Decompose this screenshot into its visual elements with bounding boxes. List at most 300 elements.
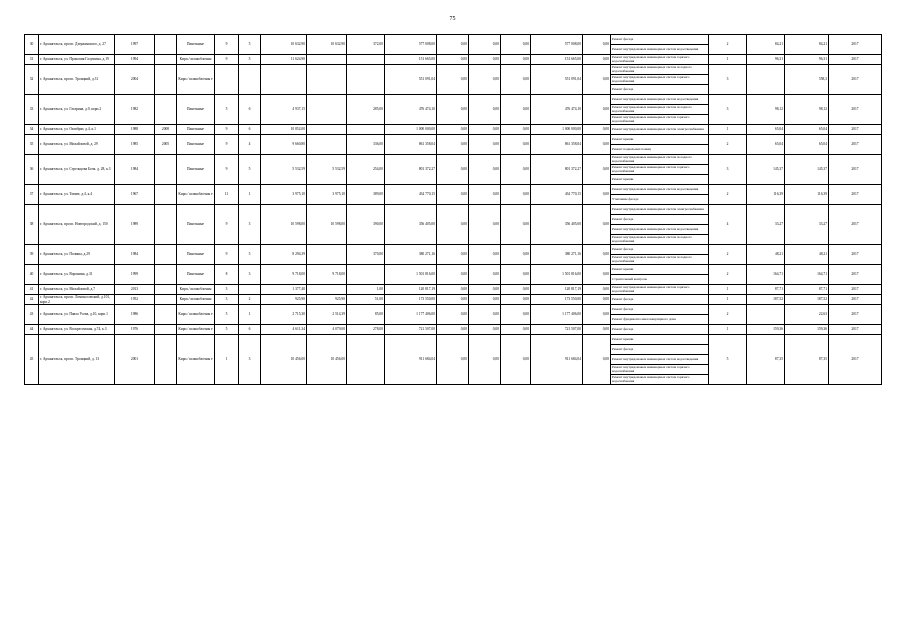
cell-wall-material: Панельные bbox=[177, 35, 215, 55]
cell-work-type: Ремонт фасада bbox=[611, 295, 709, 305]
cell-cost-total: 173 550,00 bbox=[385, 295, 437, 305]
cell-entrances: 6 bbox=[239, 125, 261, 135]
cell-entrances: 4 bbox=[239, 135, 261, 155]
cell-work-type: Ремонт крыши bbox=[611, 135, 709, 145]
cell-entrances: 6 bbox=[239, 95, 261, 125]
cell-number: 33 bbox=[25, 95, 39, 125]
cell-wall-material: Кирп./ шлакоблочны bbox=[177, 55, 215, 65]
cell-work-type: Ремонт фасада bbox=[611, 345, 709, 355]
cell-address: г. Архангельск, ул. Стрельцова Бочк. д. 28, к.3 bbox=[39, 155, 115, 185]
cell-entrances: 3 bbox=[239, 265, 261, 285]
cell-cost-local: 0,00 bbox=[501, 245, 531, 265]
cell-wall-material: Кирп./ шлакоблочны е bbox=[177, 185, 215, 205]
cell-work-count: 4 bbox=[709, 205, 747, 245]
document-table-container bbox=[24, 34, 881, 385]
cell-address: г. Архангельск, ул. Михайловой, д.7 bbox=[39, 285, 115, 295]
cell-living-area bbox=[307, 135, 347, 155]
cell-year: 1985 bbox=[115, 135, 155, 155]
cell-completion-year: 2017 bbox=[829, 135, 882, 155]
cell-completion-year: 2017 bbox=[829, 35, 882, 55]
cell-work-type: Ремонт внутридомовых инженерных систем горячего водоснабжения bbox=[611, 375, 709, 385]
cell-cost-regional: 0,00 bbox=[469, 325, 501, 335]
cell-max-unit-cost: 116,39 bbox=[785, 185, 829, 205]
cell-completion-year: 2017 bbox=[829, 285, 882, 295]
cell-year: 2001 bbox=[115, 335, 155, 385]
cell-cost-owners: 356 405,00 bbox=[531, 205, 583, 245]
cell-cost-total: 577 008,00 bbox=[385, 35, 437, 55]
cell-cost-owners: 476 474,10 bbox=[531, 95, 583, 125]
cell-cost-total: 721 507,00 bbox=[385, 325, 437, 335]
cell-floors: 5 bbox=[215, 305, 239, 325]
cell-year: 1982 bbox=[115, 95, 155, 125]
cell-cost-federal: 0,00 bbox=[437, 65, 469, 95]
cell-year-renovation bbox=[155, 245, 177, 265]
cell-max-unit-cost: 84,21 bbox=[785, 35, 829, 55]
cell-work-count: 5 bbox=[709, 335, 747, 385]
cell-floors: 9 bbox=[215, 205, 239, 245]
cell-completion-year: 2017 bbox=[829, 205, 882, 245]
cell-address: г. Архангельск, ул. Полины, д.29 bbox=[39, 245, 115, 265]
cell-year-renovation: 2008 bbox=[155, 125, 177, 135]
cell-address: г. Архангельск, ул. Прокопия Галушина, д.19 bbox=[39, 55, 115, 65]
cell-number: 45 bbox=[25, 335, 39, 385]
cell-work-type: Строительный контроль bbox=[611, 275, 709, 285]
cell-year-renovation bbox=[155, 335, 177, 385]
cell-living-area: 9 718,00 bbox=[307, 265, 347, 285]
cell-entrances: 5 bbox=[239, 155, 261, 185]
cell-cost-other: 0,00 bbox=[583, 135, 611, 155]
cell-living-area bbox=[307, 95, 347, 125]
cell-work-count: 2 bbox=[709, 245, 747, 265]
table-row bbox=[25, 285, 882, 295]
cell-wall-material: Кирп./ шлакоблочны bbox=[177, 295, 215, 305]
cell-cost-other: 0,00 bbox=[583, 295, 611, 305]
cell-number: 36 bbox=[25, 155, 39, 185]
cell-floors: 8 bbox=[215, 265, 239, 285]
cell-work-type: Утепление фасада bbox=[611, 195, 709, 205]
table-row bbox=[25, 295, 882, 305]
cell-unit-cost: 65,04 bbox=[747, 135, 785, 155]
cell-cost-total: 476 474,10 bbox=[385, 95, 437, 125]
cell-year: 1989 bbox=[115, 205, 155, 245]
cell-work-type: Ремонт фундамента многоквартирного дома bbox=[611, 315, 709, 325]
cell-max-unit-cost: 98,12 bbox=[785, 95, 829, 125]
cell-cost-federal: 0,00 bbox=[437, 325, 469, 335]
cell-cost-other: 0,00 bbox=[583, 325, 611, 335]
cell-cost-federal: 0,00 bbox=[437, 55, 469, 65]
cell-completion-year: 2017 bbox=[829, 295, 882, 305]
cell-total-area: 10 632,90 bbox=[261, 35, 307, 55]
cell-year: 1952 bbox=[115, 295, 155, 305]
cell-work-count: 2 bbox=[709, 185, 747, 205]
table-row bbox=[25, 65, 882, 75]
cell-unit-cost: 159,36 bbox=[747, 325, 785, 335]
cell-cost-other: 0,00 bbox=[583, 285, 611, 295]
cell-cost-regional: 0,00 bbox=[469, 95, 501, 125]
cell-year-renovation bbox=[155, 325, 177, 335]
cell-year: 2013 bbox=[115, 285, 155, 295]
cell-year-renovation bbox=[155, 55, 177, 65]
cell-cost-regional: 0,00 bbox=[469, 135, 501, 155]
cell-work-count: 1 bbox=[709, 55, 747, 65]
cell-work-type: Ремонт внутридомовых инженерных систем холодного водоснабжения bbox=[611, 235, 709, 245]
cell-cost-federal: 0,00 bbox=[437, 125, 469, 135]
cell-year-renovation: 2005 bbox=[155, 135, 177, 155]
cell-work-type: Ремонт внутридомовых инженерных систем водоотведения bbox=[611, 45, 709, 55]
cell-work-type: Ремонт внутридомовых инженерных систем холодного водоснабжения bbox=[611, 255, 709, 265]
cell-work-count: 1 bbox=[709, 125, 747, 135]
cell-cost-federal: 0,00 bbox=[437, 95, 469, 125]
cell-year-renovation bbox=[155, 95, 177, 125]
cell-floors: 5 bbox=[215, 95, 239, 125]
cell-number: 34 bbox=[25, 125, 39, 135]
cell-unit-cost: 84,21 bbox=[747, 35, 785, 55]
cell-total-area: 925,90 bbox=[261, 295, 307, 305]
cell-total-area bbox=[261, 65, 307, 95]
cell-total-area: 8 294,39 bbox=[261, 245, 307, 265]
cell-cost-other: 0,00 bbox=[583, 305, 611, 325]
cell-address: г. Архангельск, ул. Гагарина, д.9, корп.2 bbox=[39, 95, 115, 125]
cell-unit-cost: 98,12 bbox=[747, 95, 785, 125]
cell-work-type: Ремонт внутридомовых инженерных систем горячего водоснабжения bbox=[611, 285, 709, 295]
cell-entrances: 5 bbox=[239, 245, 261, 265]
cell-number: 32 bbox=[25, 65, 39, 95]
cell-cost-regional: 0,00 bbox=[469, 295, 501, 305]
cell-cost-federal: 0,00 bbox=[437, 305, 469, 325]
cell-unit-cost: 116,39 bbox=[747, 185, 785, 205]
cell-residents: 389,00 bbox=[347, 185, 385, 205]
cell-living-area: 4 079,00 bbox=[307, 325, 347, 335]
cell-unit-cost bbox=[747, 65, 785, 95]
table-row bbox=[25, 155, 882, 165]
cell-total-area: 4 937,15 bbox=[261, 95, 307, 125]
cell-total-area: 4 611,34 bbox=[261, 325, 307, 335]
cell-wall-material: Кирп./ шлакоблочны е bbox=[177, 305, 215, 325]
cell-year: 1984 bbox=[115, 245, 155, 265]
cell-entrances: 1 bbox=[239, 185, 261, 205]
cell-work-count: 1 bbox=[709, 325, 747, 335]
cell-max-unit-cost: 164,71 bbox=[785, 265, 829, 285]
cell-cost-total: 151 665,00 bbox=[385, 55, 437, 65]
cell-floors bbox=[215, 65, 239, 95]
cell-work-type: Ремонт внутридомовых инженерных систем горячего водоснабжения bbox=[611, 365, 709, 375]
cell-address: г. Архангельск, ул. Тимме, д.4, к.4 bbox=[39, 185, 115, 205]
cell-cost-owners: 577 008,00 bbox=[531, 35, 583, 55]
cell-cost-local: 0,00 bbox=[501, 295, 531, 305]
cell-address: г. Архангельск, просп. Дзержинского, д. 27 bbox=[39, 35, 115, 55]
cell-work-type: Ремонт внутридомовых инженерных систем холодного водоснабжения bbox=[611, 105, 709, 115]
table-row bbox=[25, 125, 882, 135]
cell-max-unit-cost: 145,37 bbox=[785, 155, 829, 185]
cell-living-area bbox=[307, 245, 347, 265]
cell-cost-other: 0,00 bbox=[583, 335, 611, 385]
cell-cost-total: 380 271,16 bbox=[385, 245, 437, 265]
cell-year-renovation bbox=[155, 295, 177, 305]
table-row bbox=[25, 245, 882, 255]
cell-residents: 278,00 bbox=[347, 325, 385, 335]
cell-cost-regional: 0,00 bbox=[469, 265, 501, 285]
cell-completion-year: 2017 bbox=[829, 245, 882, 265]
cell-work-type: Ремонт внутридомовых инженерных систем горячего водоснабжения bbox=[611, 165, 709, 175]
cell-year: 1967 bbox=[115, 185, 155, 205]
cell-cost-local: 0,00 bbox=[501, 35, 531, 55]
cell-cost-federal: 0,00 bbox=[437, 265, 469, 285]
cell-number: 40 bbox=[25, 265, 39, 285]
cell-residents bbox=[347, 335, 385, 385]
cell-cost-regional: 0,00 bbox=[469, 155, 501, 185]
table-row bbox=[25, 305, 882, 315]
cell-unit-cost: 187,52 bbox=[747, 295, 785, 305]
table-row bbox=[25, 35, 882, 45]
cell-work-type: Ремонт внутридомовых инженерных систем водоотведения bbox=[611, 355, 709, 365]
cell-cost-local: 0,00 bbox=[501, 325, 531, 335]
cell-completion-year: 2017 bbox=[829, 95, 882, 125]
cell-completion-year: 2017 bbox=[829, 55, 882, 65]
cell-work-type: Ремонт фасада bbox=[611, 85, 709, 95]
cell-work-count: 2 bbox=[709, 265, 747, 285]
cell-year: 1997 bbox=[115, 35, 155, 55]
cell-unit-cost: 164,71 bbox=[747, 265, 785, 285]
cell-year: 1999 bbox=[115, 265, 155, 285]
cell-work-type: Ремонт крыши bbox=[611, 175, 709, 185]
cell-cost-owners: 1 501 816,00 bbox=[531, 265, 583, 285]
cell-year: 1976 bbox=[115, 325, 155, 335]
cell-floors: 3 bbox=[215, 285, 239, 295]
cell-completion-year: 2017 bbox=[829, 65, 882, 95]
cell-residents: 1,00 bbox=[347, 285, 385, 295]
cell-year-renovation bbox=[155, 205, 177, 245]
cell-cost-other: 0,00 bbox=[583, 35, 611, 55]
cell-cost-other: 0,00 bbox=[583, 245, 611, 265]
cell-total-area: 5 532,59 bbox=[261, 155, 307, 185]
cell-entrances: 1 bbox=[239, 305, 261, 325]
cell-number: 35 bbox=[25, 135, 39, 155]
cell-cost-total: 434 770,15 bbox=[385, 185, 437, 205]
cell-total-area: 10 456,00 bbox=[261, 335, 307, 385]
cell-work-type: Ремонт внутридомовых инженерных систем холодного водоснабжения bbox=[611, 155, 709, 165]
cell-floors: 9 bbox=[215, 55, 239, 65]
cell-number: 37 bbox=[25, 185, 39, 205]
cell-year-renovation bbox=[155, 185, 177, 205]
cell-living-area bbox=[307, 55, 347, 65]
cell-cost-total: 801 372,27 bbox=[385, 155, 437, 185]
cell-cost-total: 911 684,04 bbox=[385, 335, 437, 385]
cell-number: 43 bbox=[25, 305, 39, 325]
cell-cost-other: 0,00 bbox=[583, 65, 611, 95]
cell-cost-other: 0,00 bbox=[583, 55, 611, 65]
cell-total-area: 10 852,00 bbox=[261, 125, 307, 135]
cell-floors: 9 bbox=[215, 35, 239, 55]
cell-work-type: Ремонт внутридомовых инженерных систем горячего водоснабжения bbox=[611, 115, 709, 125]
cell-total-area: 10 598,00 bbox=[261, 205, 307, 245]
cell-floors: 9 bbox=[215, 125, 239, 135]
cell-cost-regional: 0,00 bbox=[469, 285, 501, 295]
cell-cost-total: 861 358,04 bbox=[385, 135, 437, 155]
cell-max-unit-cost: 558,3 bbox=[785, 65, 829, 95]
cell-cost-local: 0,00 bbox=[501, 335, 531, 385]
cell-completion-year: 2017 bbox=[829, 325, 882, 335]
cell-living-area: 925,90 bbox=[307, 295, 347, 305]
cell-cost-local: 0,00 bbox=[501, 265, 531, 285]
cell-max-unit-cost: 65,04 bbox=[785, 135, 829, 155]
table-body bbox=[25, 35, 882, 385]
cell-floors: 1 bbox=[215, 335, 239, 385]
cell-wall-material: Кирп./ шлакоблочны е bbox=[177, 325, 215, 335]
cell-unit-cost bbox=[747, 305, 785, 325]
cell-cost-local: 0,00 bbox=[501, 305, 531, 325]
cell-living-area: 10 456,00 bbox=[307, 335, 347, 385]
cell-cost-federal: 0,00 bbox=[437, 335, 469, 385]
cell-wall-material: Кирп./ шлакоблочны е bbox=[177, 65, 215, 95]
cell-entrances: 3 bbox=[239, 205, 261, 245]
cell-year-renovation bbox=[155, 285, 177, 295]
cell-work-count: 1 bbox=[709, 285, 747, 295]
cell-entrances: 5 bbox=[239, 55, 261, 65]
cell-number: 39 bbox=[25, 245, 39, 265]
cell-wall-material: Кирп./ шлакоблочны bbox=[177, 285, 215, 295]
cell-wall-material: Панельные bbox=[177, 135, 215, 155]
cell-total-area: 9 718,00 bbox=[261, 265, 307, 285]
cell-cost-total: 1 501 816,00 bbox=[385, 265, 437, 285]
cell-cost-regional: 0,00 bbox=[469, 35, 501, 55]
cell-cost-federal: 0,00 bbox=[437, 285, 469, 295]
cell-residents: 372,00 bbox=[347, 35, 385, 55]
cell-residents: 85,00 bbox=[347, 305, 385, 325]
cell-wall-material: Панельные bbox=[177, 125, 215, 135]
cell-cost-owners: 721 507,00 bbox=[531, 325, 583, 335]
cell-entrances: 5 bbox=[239, 35, 261, 55]
cell-unit-cost: 145,37 bbox=[747, 155, 785, 185]
table-row bbox=[25, 335, 882, 345]
cell-residents: 51,00 bbox=[347, 295, 385, 305]
cell-year: 1984 bbox=[115, 155, 155, 185]
cell-cost-local: 0,00 bbox=[501, 95, 531, 125]
table-row bbox=[25, 325, 882, 335]
cell-cost-federal: 0,00 bbox=[437, 135, 469, 155]
housing-repair-table bbox=[24, 34, 882, 385]
cell-cost-federal: 0,00 bbox=[437, 245, 469, 265]
cell-number: 38 bbox=[25, 205, 39, 245]
cell-floors: 5 bbox=[215, 325, 239, 335]
cell-year: 1994 bbox=[115, 55, 155, 65]
cell-cost-total: 120 817,19 bbox=[385, 285, 437, 295]
cell-address: г. Архангельск, просп. Троицкий, д. 13 bbox=[39, 335, 115, 385]
cell-max-unit-cost: 187,52 bbox=[785, 295, 829, 305]
cell-cost-federal: 0,00 bbox=[437, 295, 469, 305]
cell-completion-year: 2017 bbox=[829, 125, 882, 135]
table-row bbox=[25, 265, 882, 275]
cell-cost-owners: 801 372,27 bbox=[531, 155, 583, 185]
cell-address: г. Архангельск, ул. Михайловой, д. 29 bbox=[39, 135, 115, 155]
cell-work-type: Ремонт фасада bbox=[611, 35, 709, 45]
cell-number: 31 bbox=[25, 55, 39, 65]
cell-residents bbox=[347, 55, 385, 65]
cell-work-type: Ремонт внутридомовых инженерных систем горячего водоснабжения bbox=[611, 75, 709, 85]
cell-cost-owners: 1 000 000,00 bbox=[531, 125, 583, 135]
cell-number: 44 bbox=[25, 325, 39, 335]
cell-cost-owners: 1 177 406,00 bbox=[531, 305, 583, 325]
cell-work-type: Ремонт внутридомовых инженерных систем водоотведения bbox=[611, 185, 709, 195]
cell-total-area: 11 624,90 bbox=[261, 55, 307, 65]
table-row bbox=[25, 205, 882, 215]
cell-cost-federal: 0,00 bbox=[437, 205, 469, 245]
cell-cost-other: 0,00 bbox=[583, 95, 611, 125]
cell-work-type: Ремонт внутридомовых инженерных систем водоотведения bbox=[611, 225, 709, 235]
cell-year-renovation bbox=[155, 155, 177, 185]
cell-residents: 285,00 bbox=[347, 95, 385, 125]
cell-residents bbox=[347, 265, 385, 285]
cell-max-unit-cost: 87,35 bbox=[785, 335, 829, 385]
cell-wall-material: Кирп./ шлакоблочны е bbox=[177, 335, 215, 385]
cell-cost-local: 0,00 bbox=[501, 155, 531, 185]
cell-wall-material: Панельные bbox=[177, 155, 215, 185]
cell-floors: 9 bbox=[215, 155, 239, 185]
cell-floors: 9 bbox=[215, 245, 239, 265]
cell-total-area: 3 975,10 bbox=[261, 185, 307, 205]
cell-year-renovation bbox=[155, 35, 177, 55]
cell-max-unit-cost: 159,36 bbox=[785, 325, 829, 335]
cell-unit-cost: 65,04 bbox=[747, 125, 785, 135]
cell-wall-material: Панельные bbox=[177, 245, 215, 265]
cell-unit-cost: 87,71 bbox=[747, 285, 785, 295]
cell-work-count: 3 bbox=[709, 155, 747, 185]
cell-work-type: Ремонт фасада bbox=[611, 305, 709, 315]
cell-entrances bbox=[239, 285, 261, 295]
cell-completion-year: 2017 bbox=[829, 305, 882, 325]
cell-cost-regional: 0,00 bbox=[469, 335, 501, 385]
cell-cost-total: 551 091,04 bbox=[385, 65, 437, 95]
cell-max-unit-cost: 33,27 bbox=[785, 205, 829, 245]
cell-cost-federal: 0,00 bbox=[437, 185, 469, 205]
cell-cost-other: 0,00 bbox=[583, 265, 611, 285]
cell-address: г. Архангельск, просп. Новгородский, д. 150 bbox=[39, 205, 115, 245]
cell-work-type: Ремонт фасада bbox=[611, 215, 709, 225]
cell-cost-owners: 434 770,15 bbox=[531, 185, 583, 205]
cell-cost-regional: 0,00 bbox=[469, 245, 501, 265]
cell-work-type: Ремонт внутридомовых инженерных систем холодного водоснабжения bbox=[611, 65, 709, 75]
cell-wall-material: Панельные bbox=[177, 265, 215, 285]
cell-cost-owners: 173 550,00 bbox=[531, 295, 583, 305]
cell-residents: 370,00 bbox=[347, 245, 385, 265]
cell-entrances: 3 bbox=[239, 335, 261, 385]
cell-cost-regional: 0,00 bbox=[469, 185, 501, 205]
cell-floors: 9 bbox=[215, 135, 239, 155]
cell-unit-cost: 87,35 bbox=[747, 335, 785, 385]
cell-cost-owners: 120 817,19 bbox=[531, 285, 583, 295]
cell-work-type: Ремонт внутридомовых инженерных систем водоотведения bbox=[611, 95, 709, 105]
cell-living-area bbox=[307, 125, 347, 135]
cell-address: г. Архангельск, ул. Павла Усова, д.10, корп.1 bbox=[39, 305, 115, 325]
cell-cost-total: 1 000 000,00 bbox=[385, 125, 437, 135]
cell-cost-total: 1 177 406,00 bbox=[385, 305, 437, 325]
cell-work-count: 2 bbox=[709, 35, 747, 55]
cell-work-type: Ремонт внутридомовых инженерных систем электроснабжения bbox=[611, 125, 709, 135]
cell-cost-total: 356 405,00 bbox=[385, 205, 437, 245]
cell-cost-federal: 0,00 bbox=[437, 155, 469, 185]
cell-completion-year: 2017 bbox=[829, 335, 882, 385]
cell-address: г. Архангельск, ул. Воронина, д.31 bbox=[39, 265, 115, 285]
cell-number: 41 bbox=[25, 285, 39, 295]
cell-cost-local: 0,00 bbox=[501, 205, 531, 245]
cell-max-unit-cost: 22,63 bbox=[785, 305, 829, 325]
cell-cost-regional: 0,00 bbox=[469, 205, 501, 245]
cell-wall-material: Панельные bbox=[177, 95, 215, 125]
cell-cost-local: 0,00 bbox=[501, 135, 531, 155]
cell-cost-regional: 0,00 bbox=[469, 55, 501, 65]
cell-living-area: 10 598,00 bbox=[307, 205, 347, 245]
cell-max-unit-cost: 87,71 bbox=[785, 285, 829, 295]
cell-year: 1986 bbox=[115, 305, 155, 325]
